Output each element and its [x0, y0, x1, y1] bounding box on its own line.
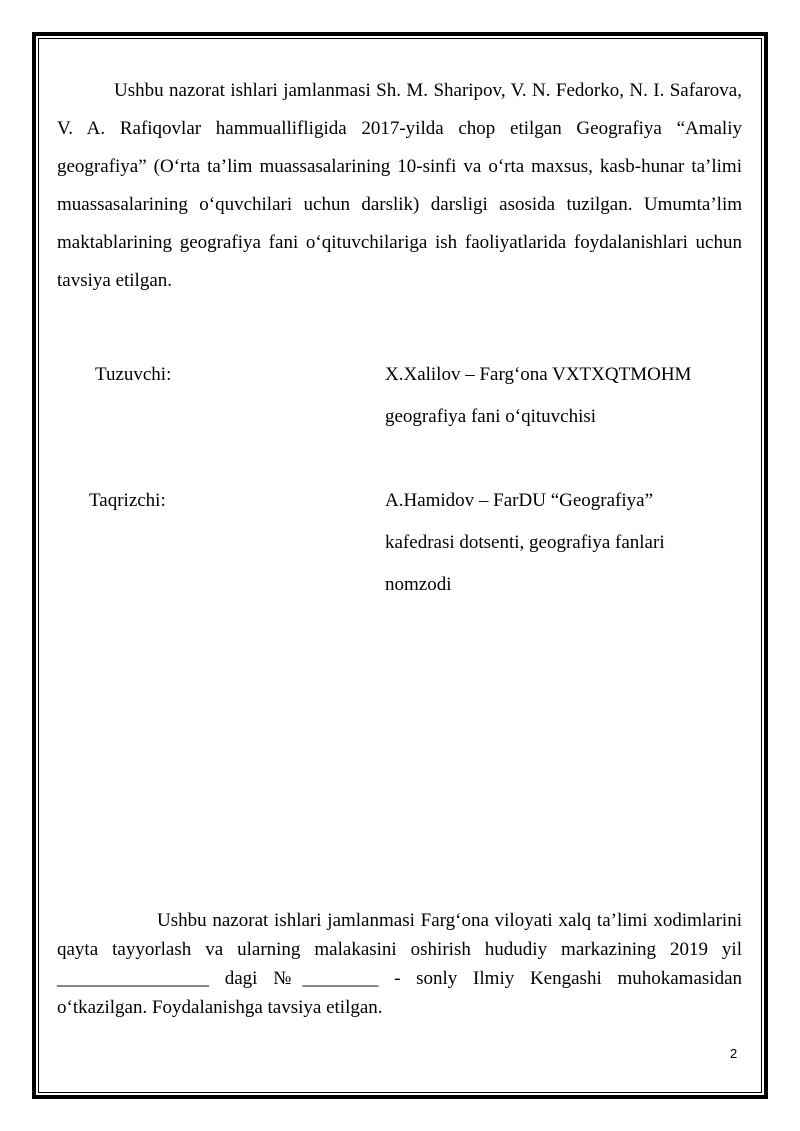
- reviewer-line-2: kafedrasi dotsenti, geografiya fanlari: [385, 532, 665, 553]
- page-number: 2: [730, 1046, 738, 1061]
- reviewer-label: Taqrizchi:: [89, 490, 166, 511]
- reviewer-line-3: nomzodi: [385, 574, 452, 595]
- reviewer-line-1: A.Hamidov – FarDU “Geografiya”: [385, 490, 654, 511]
- compiler-line-2: geografiya fani o‘qituvchisi: [385, 406, 597, 427]
- compiler-label: Tuzuvchi:: [95, 364, 172, 385]
- intro-paragraph: Ushbu nazorat ishlari jamlanmasi Sh. M. Sharipov, V. N. Fedorko, N. I. Safarova, V. A. Rafiqovlar hammuallifligida 2017-yilda chop etilgan Geografiya “Amaliy geografiya” (O‘rta ta’lim muassasalarining 10-sinfi va o‘rta maxsus, kasb-hunar ta’limi muassasalarining o‘quvchilari uchun darslik) darsligi asosida tuzilgan. Umumta’lim maktablarining geografiya fani o‘qituvchilariga ish faoliyatlarida foydalanishlari uchun tavsiya etilgan.: [57, 80, 742, 291]
- compiler-line-1: X.Xalilov – Farg‘ona VXTXQTMOHM: [385, 364, 692, 385]
- approval-paragraph: Ushbu nazorat ishlari jamlanmasi Farg‘ona viloyati xalq ta’limi xodimlarini qayta tayyorlash va ularning malakasini oshirish hududiy markazining 2019 yil ________________ dagi №________ - sonly Ilmiy Kengashi muhokamasidan o‘tkazilgan. Foydalanishga tavsiya etilgan.: [57, 910, 742, 1018]
